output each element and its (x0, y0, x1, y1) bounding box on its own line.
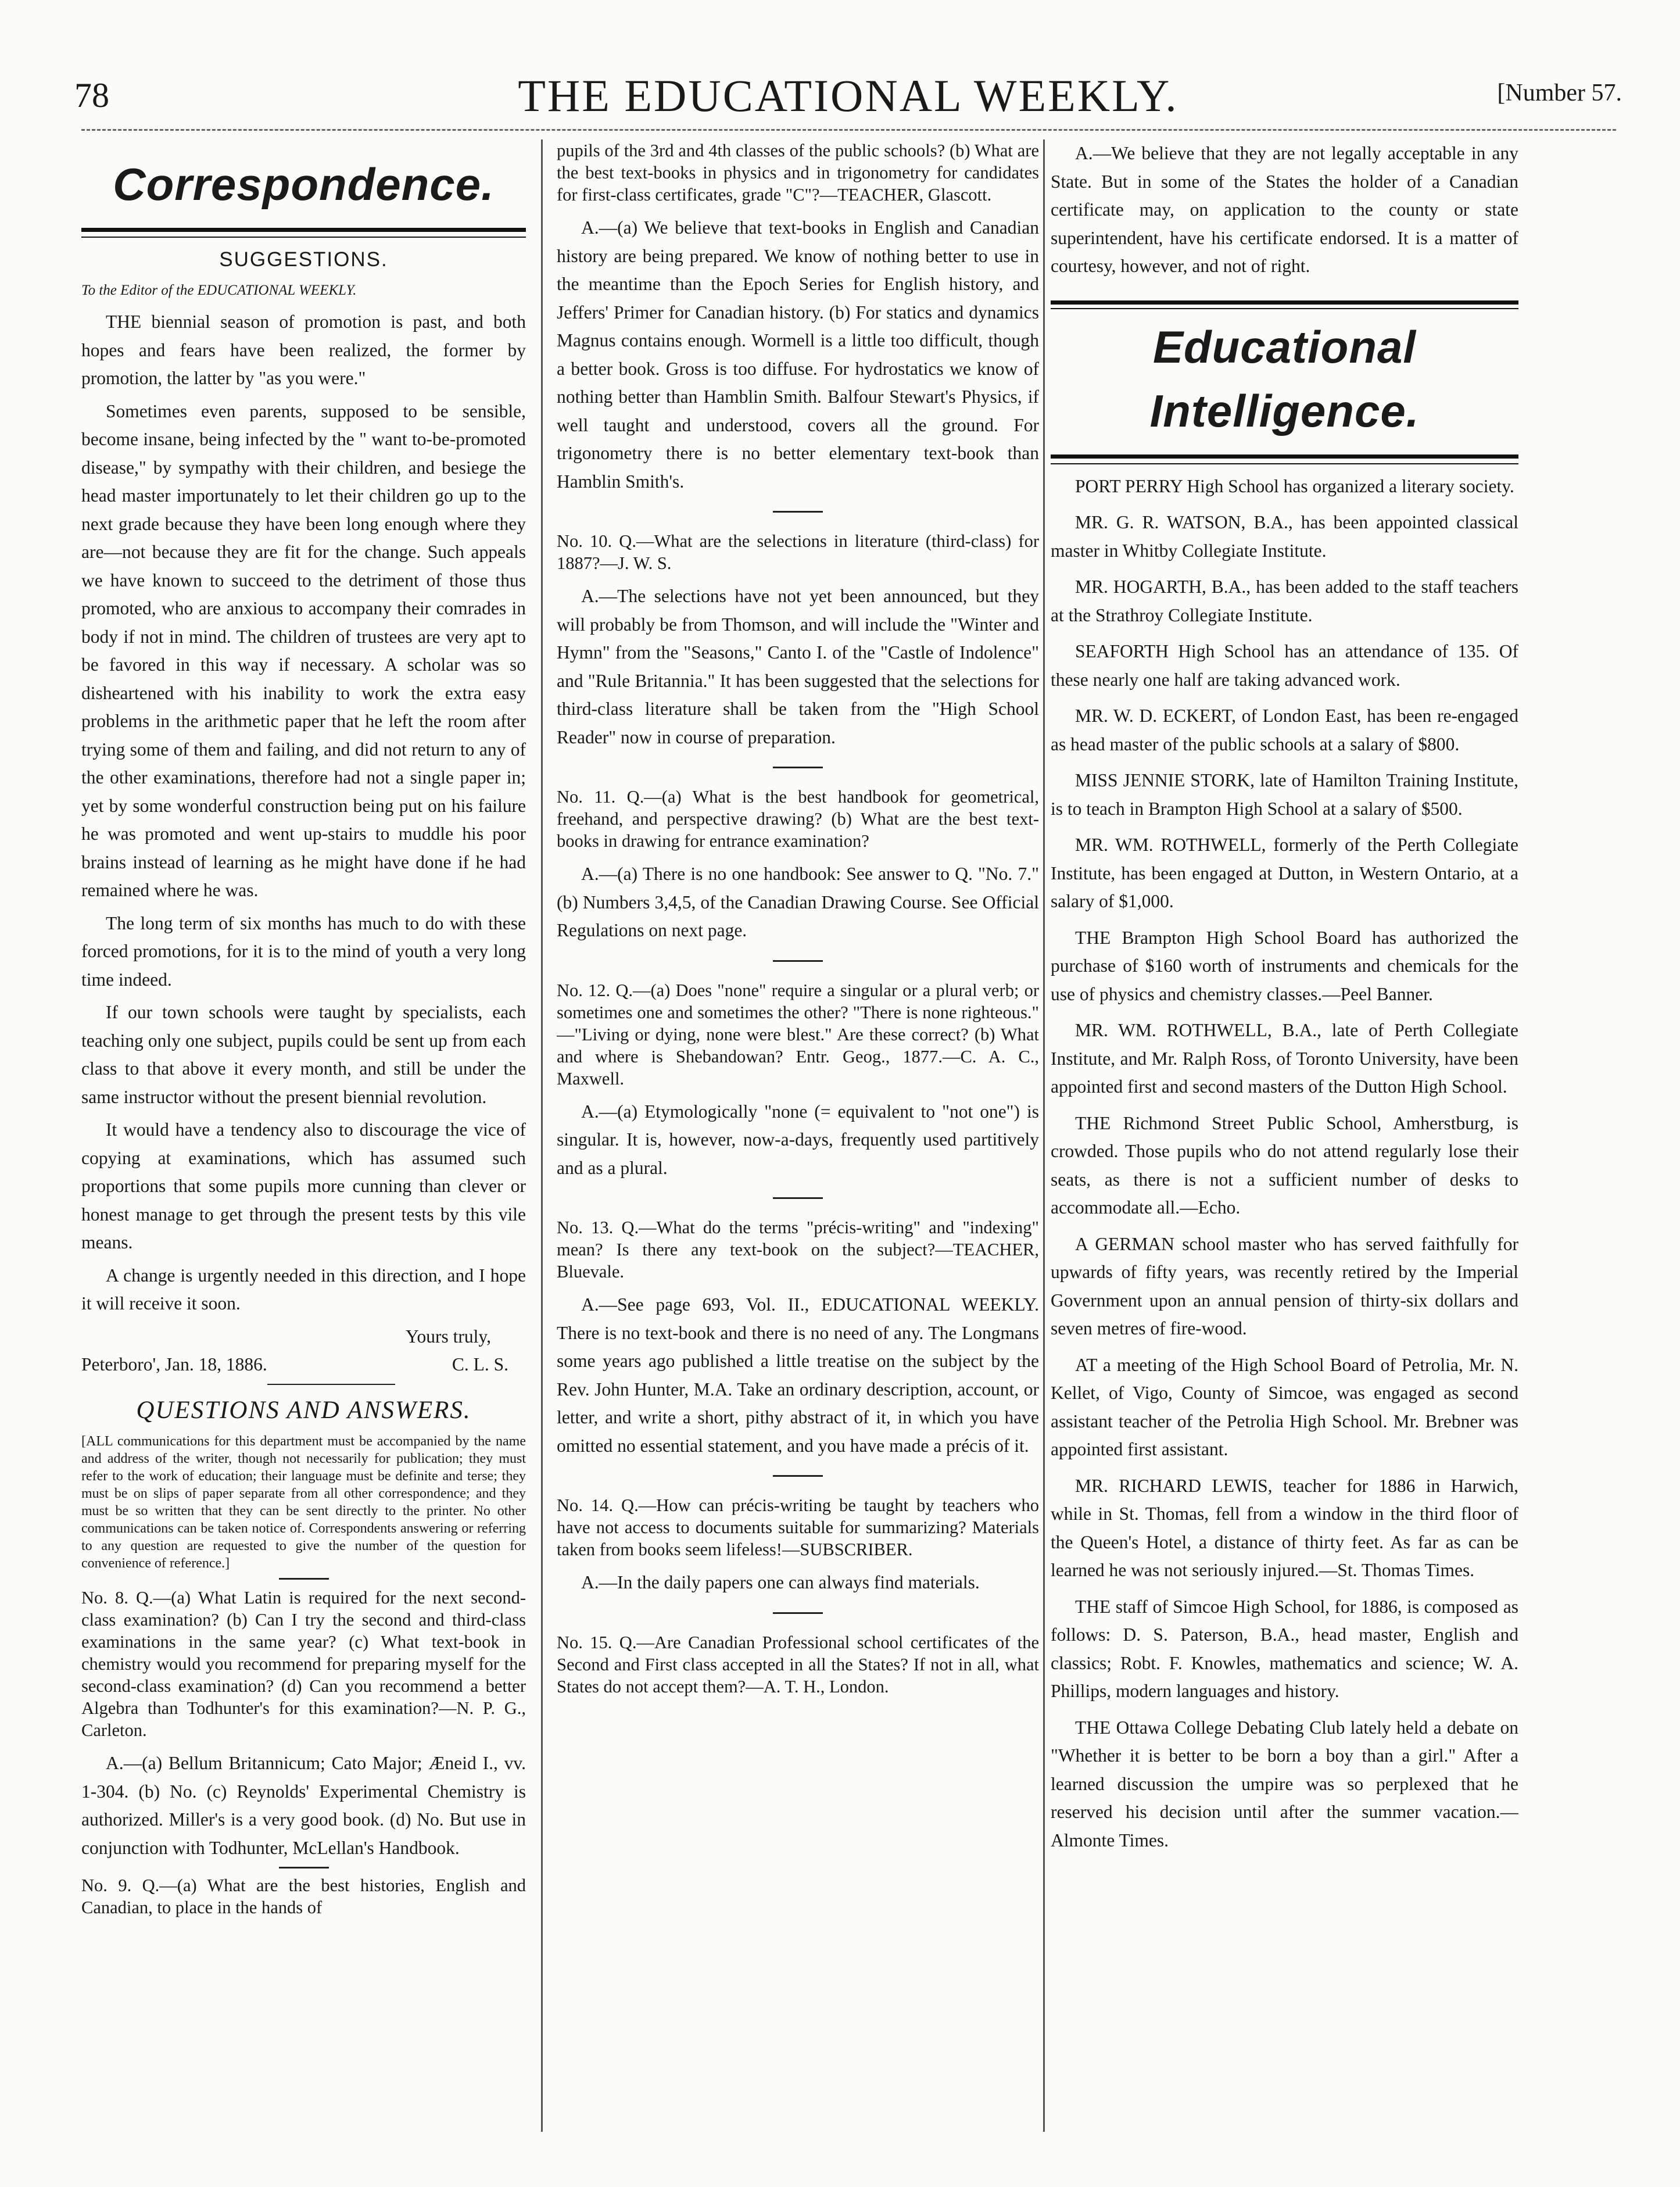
news-item: MR. RICHARD LEWIS, teacher for 1886 in Harwich, while in St. Thomas, fell from a window in the third floor of the Queen's Hotel, a distance of thirty feet. As far as can be learned he was not seriously injured.—St. Thomas Times. (1051, 1475, 1518, 1580)
letter-paragraph: It would have a tendency also to discourage the vice of copying at examinations, which has assumed such proportions that some pupils more cunning than clever or honest manage to get through the present tests by this vile means. (81, 1119, 526, 1252)
section-rule (279, 1867, 329, 1869)
letter-initials: C. L. S. (452, 1354, 508, 1375)
correspondence-heading: Correspondence. (113, 159, 495, 210)
answer-15: A.—We believe that they are not legally acceptable in any State. But in some of the States the holder of a Canadian certificate may, on application to the county or state superintendent, have his certificate endorsed. It is a matter of courtesy, however, and not of right. (1051, 143, 1518, 276)
heading-rule (1051, 454, 1518, 459)
answer-10: A.—The selections have not yet been announced, but they will probably be from Thomson, and will include the "Winter and Hymn" from the "Seasons," Canto I. of the "Castle of Indolence" and "Rule Britannia." It has been suggested that the selections for third-class literature shall be taken from the "High School Reader" now in course of preparation. (557, 586, 1039, 747)
qa-notice: [ALL communications for this department must be accompanied by the name and address of the writer, though not necessarily for publication; they must refer to the work of education; their language must be definite and terse; they must be on slips of paper separate from all other correspondence; and they must be so written that they can be sent directly to the printer. No other communications can be taken notice of. Correspondents answering or referring to any question are requested to give the number of the question for convenience of reference.] (81, 1434, 526, 1571)
news-item: AT a meeting of the High School Board of Petrolia, Mr. N. Kellet, of Vigo, County of Simcoe, was engaged as second assistant teacher of the Petrolia High School. Mr. Brebner was appointed first assistant. (1051, 1354, 1518, 1459)
letter-signature (81, 1351, 526, 1379)
issue-number: [Number 57. (1497, 80, 1622, 106)
column-left (81, 139, 526, 2132)
news-item: THE Brampton High School Board has authorized the purchase of $160 worth of instruments and chemicals for the use of physics and chemistry classes.—Peel Banner. (1051, 927, 1518, 1004)
news-item: MR. HOGARTH, B.A., has been added to the staff teachers at the Strathroy Collegiate Institute. (1051, 577, 1518, 625)
intelligence-heading: Educational Intelligence. (1149, 321, 1420, 436)
section-rule (773, 767, 823, 768)
question-13: No. 13. Q.—What do the terms "précis-writing" and "indexing" mean? Is there any text-book on the subject?—TEACHER, Bluevale. (557, 1218, 1039, 1282)
letter-paragraph: If our town schools were taught by specialists, each teaching only one subject, pupils could be sent up from each class to that above it every month, and still be under the same instructor without the present biennial revolution. (81, 1002, 526, 1107)
page-number: 78 (74, 76, 109, 114)
news-item: THE Ottawa College Debating Club lately held a debate on "Whether it is better to be born a boy than a girl." After a learned discussion the umpire was so perplexed that he reserved his decision until after the summer vacation.—Almonte Times. (1051, 1717, 1518, 1850)
news-item: MR. W. D. ECKERT, of London East, has been re-engaged as head master of the public schools at a salary of $800. (1051, 706, 1518, 754)
question-10: No. 10. Q.—What are the selections in literature (third-class) for 1887?—J. W. S. (557, 531, 1039, 573)
section-rule (773, 1475, 823, 1477)
column-divider (541, 139, 543, 2132)
news-item: MR. WM. ROTHWELL, B.A., late of Perth Collegiate Institute, and Mr. Ralph Ross, of Toronto University, have been appointed first and second masters of the Dutton High School. (1051, 1020, 1518, 1097)
news-item: THE Richmond Street Public School, Amherstburg, is crowded. Those pupils who do not attend regularly lose their seats, as there is not a sufficient number of desks to accommodate all.—Echo. (1051, 1112, 1518, 1218)
letter-closing: Yours truly, (405, 1326, 491, 1347)
answer-11: A.—(a) There is no one handbook: See answer to Q. "No. 7." (b) Numbers 3,4,5, of the Canadian Drawing Course. See Official Regulations on next page. (557, 864, 1039, 940)
section-rule (773, 511, 823, 513)
column-divider (1043, 139, 1045, 2132)
question-12: No. 12. Q.—(a) Does "none" require a singular or a plural verb; or sometimes one and sometimes the other? "There is none righteous." —"Living or dying, none were blest." Are these correct? (b) What and where is Shebandowan? Entr. Geog., 1877.—C. A. C., Maxwell. (557, 980, 1039, 1089)
section-rule (279, 1578, 329, 1580)
question-9-start: No. 9. Q.—(a) What are the best histories, English and Canadian, to place in the hands of (81, 1875, 526, 1917)
page-header (74, 58, 1622, 121)
qa-heading: QUESTIONS AND ANSWERS. (136, 1396, 471, 1424)
question-14: No. 14. Q.—How can précis-writing be taught by teachers who have not access to documents suitable for summarizing? Materials taken from books seem lifeless!—SUBSCRIBER. (557, 1495, 1039, 1559)
question-15: No. 15. Q.—Are Canadian Professional school certificates of the Second and First class accepted in all the States? If not in all, what States do not accept them?—A. T. H., London. (557, 1632, 1039, 1696)
news-item: MR. WM. ROTHWELL, formerly of the Perth Collegiate Institute, has been engaged at Dutton, in Western Ontario, at a salary of $1,000. (1051, 835, 1518, 911)
answer-8: A.—(a) Bellum Britannicum; Cato Major; Æneid I., vv. 1-304. (b) No. (c) Reynolds' Experimental Chemistry is authorized. Miller's is a very good book. (d) No. But use in conjunction with Todhunter, McLellan's Handbook. (81, 1753, 526, 1858)
answer-12: A.—(a) Etymologically "none (= equivalent to "not one") is singular. It is, however, now-a-days, frequently used partitively and as a plural. (557, 1101, 1039, 1178)
news-item: A GERMAN school master who has served faithfully for upwards of fifty years, was recently retired by the Imperial Government upon an annual pension of thirty-six dollars and seven metres of fire-wood. (1051, 1233, 1518, 1338)
news-item: THE staff of Simcoe High School, for 1886, is composed as follows: D. S. Paterson, B.A., head master, English and classics; Robt. F. Knowles, mathematics and science; W. A. Phillips, modern languages and history. (1051, 1596, 1518, 1701)
column-right (1051, 139, 1518, 2132)
letter-subheading: SUGGESTIONS. (219, 248, 388, 271)
heading-rule (81, 228, 526, 232)
heading-rule (1051, 463, 1518, 464)
answer-9: A.—(a) We believe that text-books in English and Canadian history are being prepared. We know of nothing better to use in the meantime than the Epoch Series for English history, and Jeffers' Primer for Canadian history. (b) For statics and dynamics Magnus contains enough. Wormell is a little too difficult, though a better book. Gross is too diffuse. For hydrostatics we know of nothing better than Hamblin Smith. Balfour Stewart's Physics, if well taught and understood, covers all the ground. For trigonometry there is no better elementary text-book than Hamblin Smith's. (557, 217, 1039, 492)
publication-title: THE EDUCATIONAL WEEKLY. (518, 70, 1178, 121)
section-rule (773, 960, 823, 962)
question-11: No. 11. Q.—(a) What is the best handbook for geometrical, freehand, and perspective drawing? (b) What are the best text-books in drawing for entrance examination? (557, 787, 1039, 851)
letter-place-date: Peterboro', Jan. 18, 1886. (81, 1354, 267, 1375)
section-rule (773, 1612, 823, 1614)
column-middle (557, 139, 1039, 2132)
letter-paragraph: THE biennial season of promotion is past, and both hopes and fears have been realized, the former by promotion, the latter by "as you were." (81, 312, 526, 388)
letter-paragraph: A change is urgently needed in this direction, and I hope it will receive it soon. (81, 1265, 526, 1313)
answer-13: A.—See page 693, Vol. II., EDUCATIONAL WEEKLY. There is no text-book and there is no need of any. The Longmans some years ago published a little treatise on the subject by the Rev. John Hunter, M.A. Take an ordinary description, account, or letter, and write a short, pithy abstract of it, in which you have omitted no essential statement, and you have made a précis of it. (557, 1294, 1039, 1456)
question-8: No. 8. Q.—(a) What Latin is required for the next second-class examination? (b) Can I try the second and third-class examinations in the same year? (c) What text-book in chemistry would you recommend for preparing myself for the second-class examination? (d) Can you recommend a better Algebra than Todhunter's for this examination?—N. P. G., Carleton. (81, 1588, 526, 1740)
header-rule (81, 129, 1616, 131)
question-9-end: pupils of the 3rd and 4th classes of the public schools? (b) What are the best text-books in physics and in trigonometry for candidates for first-class certificates, grade "C"?—TEACHER, Glascott. (557, 141, 1039, 205)
answer-14: A.—In the daily papers one can always find materials. (581, 1572, 980, 1592)
heading-rule (1051, 300, 1518, 305)
letter-salutation: To the Editor of the EDUCATIONAL WEEKLY. (81, 282, 357, 298)
heading-rule (81, 237, 526, 238)
news-item: MISS JENNIE STORK, late of Hamilton Training Institute, is to teach in Brampton High School at a salary of $500. (1051, 770, 1518, 819)
section-rule (267, 1384, 395, 1385)
heading-rule (1051, 308, 1518, 309)
news-item: PORT PERRY High School has organized a literary society. (1075, 475, 1514, 496)
letter-paragraph: The long term of six months has much to do with these forced promotions, for it is to the mind of youth a very long time indeed. (81, 912, 526, 990)
news-item: SEAFORTH High School has an attendance of 135. Of these nearly one half are taking advanced work. (1051, 641, 1518, 690)
section-rule (773, 1197, 823, 1199)
news-item: MR. G. R. WATSON, B.A., has been appointed classical master in Whitby Collegiate Institute. (1051, 512, 1518, 561)
letter-paragraph: Sometimes even parents, supposed to be sensible, become insane, being infected by the " want to-be-promoted disease," by sympathy with their children, and besiege the head master importunately to let their children go up to the next grade because they have been long enough where they are—not because they are fit for the change. Such appeals we have known to succeed to the detriment of those thus promoted, who are anxious to accompany their comrades in body if not in mind. The children of trustees are very apt to be favored in this way if necessary. A scholar was so disheartened with his inability to work the extra easy problems in the arithmetic paper that he left the room after trying some of them and failing, and did not return to any of the other examinations, therefore had not a single paper in; yet by some wonderful construction being put on his failure he was promoted and went up-stairs to muddle his poor brains instead of learning as he might have done if he had remained where he was. (81, 400, 526, 900)
